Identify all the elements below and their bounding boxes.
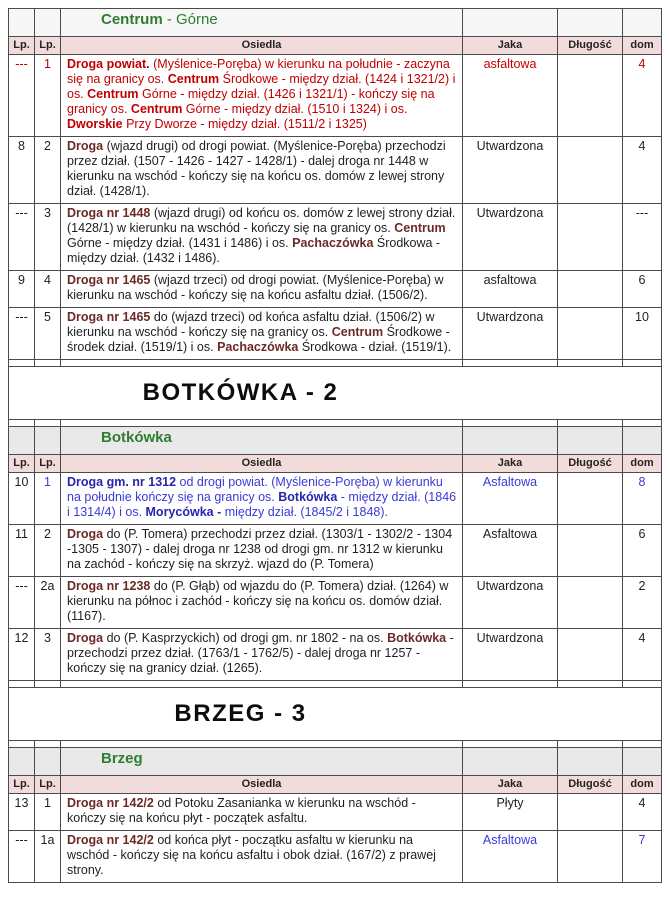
spacer-cell <box>9 360 35 367</box>
spacer-cell <box>61 741 463 748</box>
road-row <box>9 831 662 883</box>
spacer-cell <box>623 420 662 427</box>
road-description-run: Droga <box>67 139 104 153</box>
column-header-osiedla: Osiedla <box>61 455 463 473</box>
jaka-cell: Utwardzona <box>463 137 558 204</box>
jaka-cell: Asfaltowa <box>463 473 558 525</box>
road-description-run: Botkówka <box>278 490 338 504</box>
spacer-row <box>9 681 662 688</box>
column-header-dom: dom <box>623 455 662 473</box>
jaka-cell: Utwardzona <box>463 577 558 629</box>
spacer-cell <box>9 681 35 688</box>
column-header-lp1: Lp. <box>9 776 35 794</box>
road-description-run: Przy Dworze - między dział. (1511/2 i 1325) <box>122 117 367 131</box>
spacer-cell <box>623 360 662 367</box>
dom-cell: 2 <box>623 577 662 629</box>
spacer-cell <box>35 681 61 688</box>
column-header-jaka: Jaka <box>463 37 558 55</box>
column-header-dlugosc: Długość <box>558 37 623 55</box>
dlugosc-cell <box>558 204 623 271</box>
road-description-run: od końca płyt - początku asfaltu w kierunku na wschód - kończy się na końcu asfaltu i obok dział. (167/2) z prawej strony. <box>67 833 436 877</box>
dlugosc-cell <box>558 308 623 360</box>
osiedla-cell <box>61 271 463 308</box>
spacer-cell <box>61 420 463 427</box>
dom-cell: --- <box>623 204 662 271</box>
spacer-cell <box>35 741 61 748</box>
osiedla-cell <box>61 525 463 577</box>
road-description-run: Centrum <box>87 87 139 101</box>
jaka-cell: Asfaltowa <box>463 525 558 577</box>
dlugosc-cell <box>558 271 623 308</box>
lp-cell: --- <box>9 204 35 271</box>
lp2-cell: 2 <box>35 525 61 577</box>
spacer-cell <box>558 681 623 688</box>
section-title-row <box>9 9 662 37</box>
lp-cell <box>9 427 35 455</box>
spacer-cell <box>9 420 35 427</box>
road-description-run: między dział. (1845/2 i 1848). <box>224 505 388 519</box>
road-description-run: Droga nr 1465 <box>67 273 151 287</box>
column-header-dom: dom <box>623 37 662 55</box>
spacer-cell <box>463 420 558 427</box>
osiedla-cell <box>61 308 463 360</box>
road-description-run: Centrum <box>394 221 446 235</box>
spacer-cell <box>463 360 558 367</box>
dlugosc-cell <box>558 748 623 776</box>
road-row <box>9 271 662 308</box>
dlugosc-cell <box>558 427 623 455</box>
lp-cell <box>9 9 35 37</box>
osiedla-cell <box>61 577 463 629</box>
lp-cell: 9 <box>9 271 35 308</box>
dom-cell <box>623 9 662 37</box>
section-heading: BRZEG - 3 <box>9 688 662 741</box>
section-title-row <box>9 427 662 455</box>
lp2-cell: 1 <box>35 55 61 137</box>
lp2-cell: 2a <box>35 577 61 629</box>
osiedla-cell <box>61 473 463 525</box>
dom-cell: 7 <box>623 831 662 883</box>
lp2-cell: 1a <box>35 831 61 883</box>
jaka-cell: Płyty <box>463 794 558 831</box>
road-row <box>9 137 662 204</box>
spacer-row <box>9 741 662 748</box>
lp-cell: --- <box>9 55 35 137</box>
dom-cell: 10 <box>623 308 662 360</box>
column-header-lp1: Lp. <box>9 455 35 473</box>
lp2-cell <box>35 427 61 455</box>
jaka-cell: asfaltowa <box>463 55 558 137</box>
column-header-dom: dom <box>623 776 662 794</box>
lp-cell: 12 <box>9 629 35 681</box>
column-header-row <box>9 776 662 794</box>
lp-cell: 13 <box>9 794 35 831</box>
section-heading: BOTKÓWKA - 2 <box>9 367 662 420</box>
dom-cell <box>623 748 662 776</box>
road-description-run: Środkowe - środek dział. (1519/1) i os. <box>67 325 450 354</box>
dlugosc-cell <box>558 577 623 629</box>
section-title <box>61 9 463 37</box>
road-description-run: (wjazd trzeci) od drogi powiat. (Myślenice-Poręba) w kierunku na wschód - kończy się na końcu asfaltu dział. (1506/2). <box>67 273 444 302</box>
section-title-row <box>9 748 662 776</box>
road-row <box>9 55 662 137</box>
section-title <box>61 748 463 776</box>
road-description-run: Górne - między dział. (1431 i 1486) i os. <box>67 236 293 250</box>
roads-table <box>8 8 662 883</box>
lp2-cell: 2 <box>35 137 61 204</box>
spacer-cell <box>558 420 623 427</box>
spacer-row <box>9 420 662 427</box>
dlugosc-cell <box>558 473 623 525</box>
lp-cell: --- <box>9 831 35 883</box>
dom-cell: 4 <box>623 55 662 137</box>
section-title-text: - Górne <box>162 11 218 28</box>
jaka-cell: asfaltowa <box>463 271 558 308</box>
osiedla-cell <box>61 204 463 271</box>
column-header-row <box>9 37 662 55</box>
lp-cell: 10 <box>9 473 35 525</box>
section-title-text: Brzeg <box>101 750 143 767</box>
column-header-osiedla: Osiedla <box>61 776 463 794</box>
dlugosc-cell <box>558 525 623 577</box>
road-description-run: Morycówka - <box>145 505 225 519</box>
road-description-run: do (wjazd trzeci) od końca asfaltu dział. (1506/2) w kierunku na wschód - kończy się na granicy os. <box>67 310 435 339</box>
jaka-cell: Utwardzona <box>463 308 558 360</box>
road-description-run: Droga gm. nr 1312 <box>67 475 177 489</box>
road-row <box>9 308 662 360</box>
road-description-run: od drogi powiat. (Myślenice-Poręba) w kierunku na południe kończy się na granicy os. <box>67 475 443 504</box>
column-header-lp2: Lp. <box>35 776 61 794</box>
road-description-run: do (P. Kasprzyckich) od drogi gm. nr 1802 - na os. <box>103 631 388 645</box>
spacer-cell <box>61 681 463 688</box>
column-header-lp2: Lp. <box>35 37 61 55</box>
spacer-cell <box>35 420 61 427</box>
road-row <box>9 204 662 271</box>
dom-cell: 4 <box>623 794 662 831</box>
section-heading-row <box>9 367 662 420</box>
lp-cell: --- <box>9 308 35 360</box>
road-row <box>9 577 662 629</box>
lp-cell: 8 <box>9 137 35 204</box>
road-description-run: do (P. Głąb) od wjazdu do (P. Tomera) dział. (1264) w kierunku na północ i zachód - kończy się na końcu os. domów dział. (1167). <box>67 579 449 623</box>
road-row <box>9 525 662 577</box>
spacer-row <box>9 360 662 367</box>
lp2-cell: 4 <box>35 271 61 308</box>
dom-cell: 4 <box>623 137 662 204</box>
dlugosc-cell <box>558 55 623 137</box>
osiedla-cell <box>61 831 463 883</box>
spacer-cell <box>623 681 662 688</box>
dlugosc-cell <box>558 794 623 831</box>
dlugosc-cell <box>558 9 623 37</box>
road-description-run: Pachaczówka <box>217 340 299 354</box>
spacer-cell <box>463 681 558 688</box>
dlugosc-cell <box>558 629 623 681</box>
jaka-cell: Asfaltowa <box>463 831 558 883</box>
spacer-cell <box>9 741 35 748</box>
osiedla-cell <box>61 137 463 204</box>
column-header-lp2: Lp. <box>35 455 61 473</box>
road-description-run: Środkowa - dział. (1519/1). <box>298 340 452 354</box>
lp2-cell: 1 <box>35 473 61 525</box>
road-description-run: od Potoku Zasanianka w kierunku na wschód - kończy się na końcu płyt - początek asfaltu. <box>67 796 416 825</box>
section-title-text: Botkówka <box>101 429 172 446</box>
spacer-cell <box>35 360 61 367</box>
lp-cell: --- <box>9 577 35 629</box>
road-description-run: Środkowe - między dział. (1424 i 1321/2) i os. <box>67 72 456 101</box>
osiedla-cell <box>61 794 463 831</box>
lp2-cell: 1 <box>35 794 61 831</box>
road-description-run: Środkowa - między dział. (1432 i 1486). <box>67 236 441 265</box>
section-title <box>61 427 463 455</box>
road-row <box>9 473 662 525</box>
road-description-run: Droga <box>67 527 104 541</box>
lp-cell <box>9 748 35 776</box>
column-header-row <box>9 455 662 473</box>
dom-cell <box>623 427 662 455</box>
column-header-jaka: Jaka <box>463 455 558 473</box>
jaka-cell <box>463 427 558 455</box>
column-header-dlugosc: Długość <box>558 776 623 794</box>
dom-cell: 6 <box>623 525 662 577</box>
road-description-run: (Myślenice-Poręba) w kierunku na południe - zaczyna się na granicy os. <box>67 57 450 86</box>
road-description-run: Droga <box>67 631 104 645</box>
road-description-run: Centrum <box>167 72 220 86</box>
dom-cell: 8 <box>623 473 662 525</box>
road-description-run: Droga nr 142/2 <box>67 796 154 810</box>
jaka-cell <box>463 748 558 776</box>
dlugosc-cell <box>558 831 623 883</box>
spacer-cell <box>623 741 662 748</box>
road-description-run: Droga nr 142/2 <box>67 833 154 847</box>
jaka-cell: Utwardzona <box>463 629 558 681</box>
road-description-run: Droga powiat. <box>67 57 150 71</box>
road-description-run: Górne - między dział. (1426 i 1321/1) - kończy się na granicy os. <box>67 87 435 116</box>
spacer-cell <box>558 360 623 367</box>
lp2-cell <box>35 9 61 37</box>
road-description-run: Droga nr 1448 <box>67 206 151 220</box>
spacer-cell <box>61 360 463 367</box>
road-description-run: Droga nr 1465 <box>67 310 151 324</box>
road-description-run: Centrum <box>331 325 384 339</box>
road-description-run: Droga nr 1238 <box>67 579 151 593</box>
column-header-jaka: Jaka <box>463 776 558 794</box>
road-description-run: Centrum <box>130 102 183 116</box>
road-description-run: Pachaczówka <box>292 236 374 250</box>
road-description-run: (wjazd drugi) od drogi powiat. (Myślenice-Poręba) przechodzi przez dział. (1507 - 1426 - 1427 - 1428/1) - dalej droga nr 1448 w kierunku na wschód - kończy się na końcu os. domów z lewej strony dział. (1428/1). <box>67 139 446 198</box>
osiedla-cell <box>61 629 463 681</box>
jaka-cell <box>463 9 558 37</box>
road-description-run: Dworskie <box>67 117 123 131</box>
road-description-run: - między dział. (1846 i 1314/4) i os. <box>67 490 457 519</box>
lp-cell: 11 <box>9 525 35 577</box>
lp2-cell: 3 <box>35 204 61 271</box>
section-title-text: Centrum <box>101 11 163 28</box>
road-row <box>9 794 662 831</box>
lp2-cell <box>35 748 61 776</box>
jaka-cell: Utwardzona <box>463 204 558 271</box>
road-description-run: - przechodzi przez dział. (1763/1 - 1762/5) - dalej droga nr 1257 - kończy się na granicy dział. (1265). <box>67 631 454 675</box>
spacer-cell <box>463 741 558 748</box>
osiedla-cell <box>61 55 463 137</box>
dom-cell: 6 <box>623 271 662 308</box>
dlugosc-cell <box>558 137 623 204</box>
dom-cell: 4 <box>623 629 662 681</box>
road-row <box>9 629 662 681</box>
lp2-cell: 5 <box>35 308 61 360</box>
lp2-cell: 3 <box>35 629 61 681</box>
column-header-dlugosc: Długość <box>558 455 623 473</box>
column-header-osiedla: Osiedla <box>61 37 463 55</box>
road-description-run: Górne - między dział. (1510 i 1324) i os. <box>182 102 408 116</box>
spacer-cell <box>558 741 623 748</box>
road-description-run: (wjazd drugi) od końcu os. domów z lewej strony dział. (1428/1) w kierunku na wschód - kończy się na granicy os. <box>67 206 456 235</box>
section-heading-row <box>9 688 662 741</box>
road-description-run: do (P. Tomera) przechodzi przez dział. (1303/1 - 1302/2 - 1304 -1305 - 1307) - dalej droga nr 1238 od drogi gm. nr 1312 w kierunku na zachód - kończy się na skrzyż. wjazd do (P. Tomera) <box>67 527 453 571</box>
column-header-lp1: Lp. <box>9 37 35 55</box>
road-description-run: Botkówka <box>387 631 447 645</box>
